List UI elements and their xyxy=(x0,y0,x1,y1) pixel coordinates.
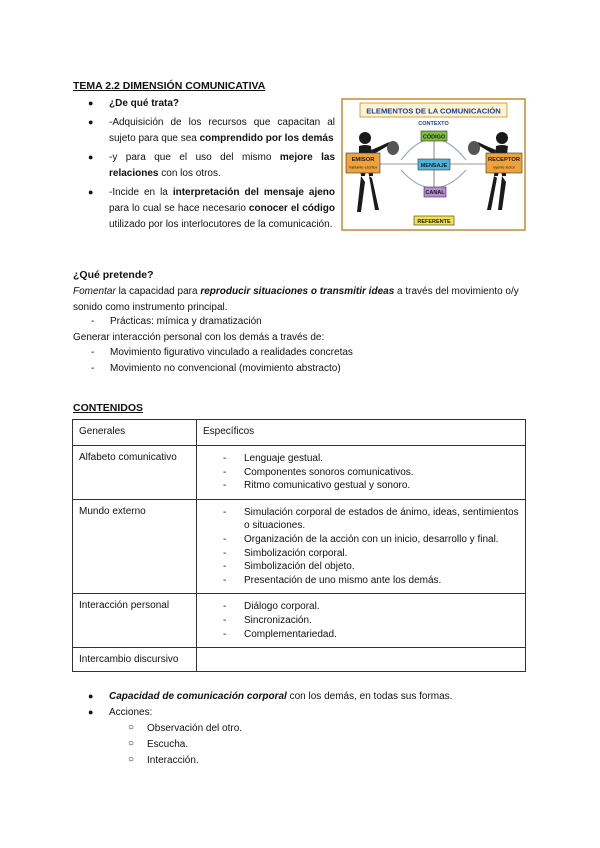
codigo-label: CÓDIGO xyxy=(422,134,446,141)
circle-bullet-icon: ○ xyxy=(128,754,135,765)
emisor-label: EMISOR xyxy=(351,157,375,163)
bullet-dot: ● xyxy=(88,691,94,701)
table-cell-general: Intercambio discursivo xyxy=(73,648,197,672)
bullet-dot: ● xyxy=(88,187,94,197)
bullet-dot: ● xyxy=(88,117,94,127)
circle-bullet-icon: ○ xyxy=(128,722,135,733)
list-item: - Ritmo comunicativo gestual y sonoro. xyxy=(223,479,519,493)
table-cell-specifics xyxy=(197,648,526,672)
receptor-label: RECEPTOR xyxy=(487,157,521,163)
table-cell-specifics xyxy=(197,446,526,500)
diagram-title: ELEMENTOS DE LA COMUNICACIÓN xyxy=(366,106,501,116)
list-item: - Simulación corporal de estados de ánimo, ideas, sentimientos o situaciones. xyxy=(223,506,519,533)
list-item: - Simbolización corporal. xyxy=(223,547,519,561)
emisor-box xyxy=(346,153,380,173)
referente-label: REFERENTE xyxy=(417,218,451,225)
emisor-sublabel: hablante escritor xyxy=(348,165,378,170)
table-row xyxy=(73,594,526,648)
table-row xyxy=(73,648,526,672)
bullet-dot: ● xyxy=(88,98,94,108)
table-cell-general: Mundo externo xyxy=(73,499,197,594)
page-title: TEMA 2.2 DIMENSIÓN COMUNICATIVA xyxy=(73,80,266,92)
list-item: - Diálogo corporal. xyxy=(223,600,519,614)
receptor-sublabel: oyente lector xyxy=(493,165,515,170)
table-cell-general: Interacción personal xyxy=(73,594,197,648)
mensaje-label: MENSAJE xyxy=(420,162,448,169)
receptor-box xyxy=(486,153,522,173)
table-row xyxy=(73,446,526,500)
bullet-dot: ● xyxy=(88,152,94,162)
pretende-paragraph: Fomentar la capacidad para reproducir situaciones o transmitir ideas a través del movimiento o/y sonido como instrumento principal. xyxy=(73,286,519,313)
contenidos-table xyxy=(72,419,526,672)
list-item: - Complementariedad. xyxy=(223,628,519,642)
table-cell-general: Alfabeto comunicativo xyxy=(73,446,197,500)
table-cell-specifics xyxy=(197,594,526,648)
circle-bullet-icon: ○ xyxy=(128,738,135,749)
diagram-contexto: CONTEXTO xyxy=(418,121,449,127)
list-item: - Componentes sonoros comunicativos. xyxy=(223,466,519,480)
table-header-row xyxy=(73,420,526,446)
table-row xyxy=(73,499,526,594)
list-item: - Sincronización. xyxy=(223,614,519,628)
list-item: - Organización de la acción con un inicio, desarrollo y final. xyxy=(223,533,519,547)
pretende-paragraph-2: Generar interacción personal con los demás a través de: xyxy=(73,332,325,343)
table-cell-specifics xyxy=(197,499,526,594)
pretende-heading: ¿Qué pretende? xyxy=(73,269,154,281)
bullet-dot: ● xyxy=(88,707,94,717)
canal-label: CANAL xyxy=(425,190,445,197)
table-header-cell: Específicos xyxy=(197,420,526,446)
table-header-cell: Generales xyxy=(73,420,197,446)
list-item: - Presentación de uno mismo ante los demás. xyxy=(223,574,519,588)
communication-diagram xyxy=(341,98,526,231)
list-item: - Simbolización del objeto. xyxy=(223,560,519,574)
contenidos-heading: CONTENIDOS xyxy=(73,402,144,414)
list-item: - Lenguaje gestual. xyxy=(223,452,519,466)
